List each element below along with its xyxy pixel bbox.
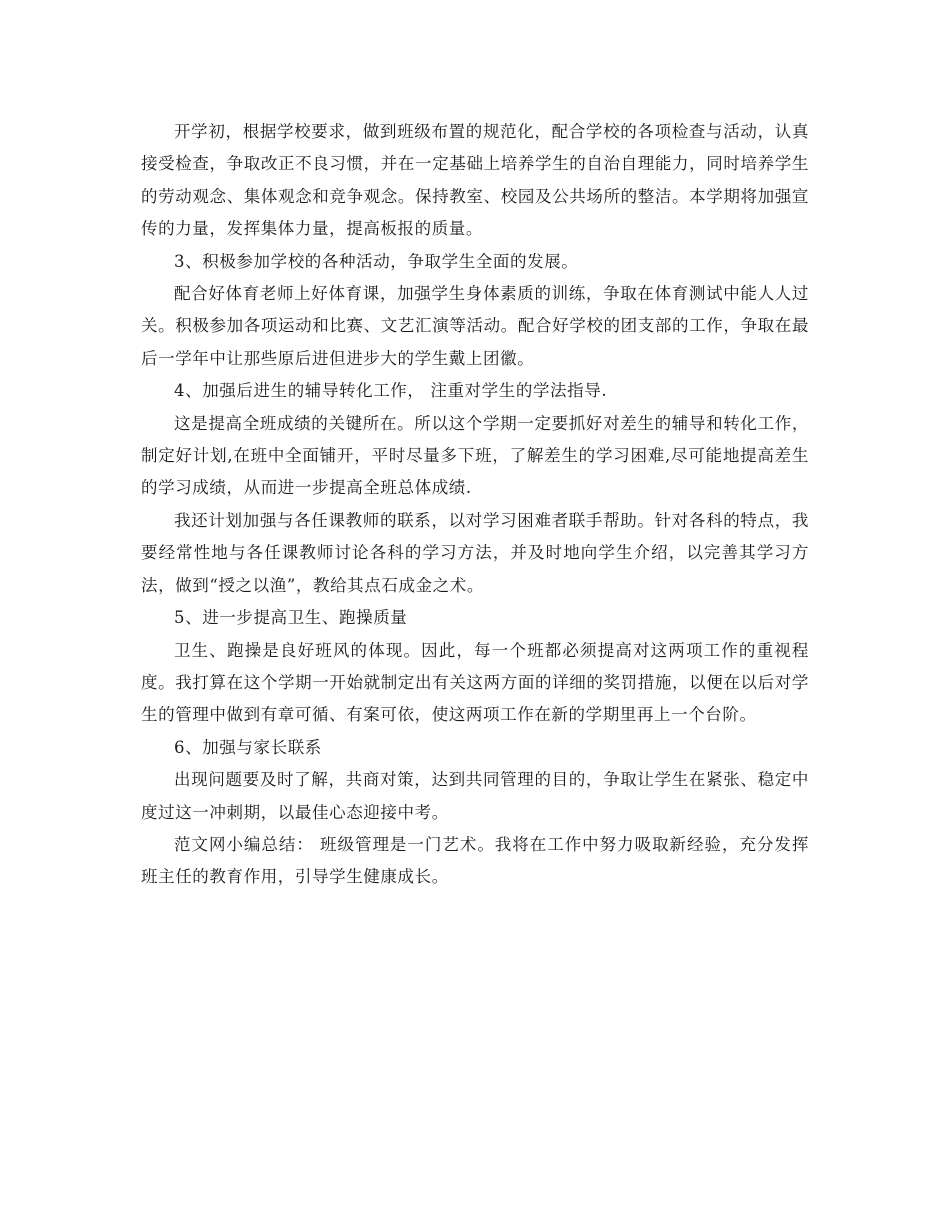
heading-hygiene-exercise: 5、进一步提高卫生、跑操质量 [174, 608, 408, 628]
paragraph-hygiene-measures: 卫生、跑操是良好班风的体现。因此，每一个班都必须提高对这两项工作的重视程度。我打算在这个学期一开始就制定出有关这两方面的详细的奖罚措施，以便在以后对学生的管理中做到有章可循、有案可依，使这两项工作在新的学期里再上一个台阶。 [141, 640, 809, 725]
paragraph-teacher-cooperation: 我还计划加强与各任课教师的联系，以对学习困难者联手帮助。针对各科的特点，我要经常性地与各任课教师讨论各科的学习方法，并及时地向学生介绍，以完善其学习方法，做到“授之以渔”，教给其点石成金之术。 [141, 510, 809, 595]
heading-struggling-students: 4、加强后进生的辅导转化工作， 注重对学生的学法指导. [174, 381, 608, 401]
heading-school-activities: 3、积极参加学校的各种活动，争取学生全面的发展。 [174, 251, 579, 271]
heading-parent-contact: 6、加强与家长联系 [174, 737, 322, 757]
paragraph-summary: 范文网小编总结： 班级管理是一门艺术。我将在工作中努力吸取新经验，充分发挥班主任的教育作用，引导学生健康成长。 [141, 834, 809, 887]
document-body [141, 116, 809, 894]
paragraph-parent-communication: 出现问题要及时了解，共商对策，达到共同管理的目的，争取让学生在紧张、稳定中度过这一冲刺期，以最佳心态迎接中考。 [141, 770, 809, 822]
paragraph-classroom-standards: 开学初，根据学校要求，做到班级布置的规范化，配合学校的各项检查与活动，认真接受检查，争取改正不良习惯，并在一定基础上培养学生的自治自理能力，同时培养学生的劳动观念、集体观念和竞争观念。保持教室、校园及公共场所的整洁。本学期将加强宣传的力量，发挥集体力量，提高板报的质量。 [141, 122, 809, 239]
paragraph-tutoring-plan: 这是提高全班成绩的关键所在。所以这个学期一定要抓好对差生的辅导和转化工作，制定好计划,在班中全面铺开，平时尽量多下班，了解差生的学习困难,尽可能地提高差生的学习成绩，从而进一步提高全班总体成绩. [141, 413, 809, 498]
paragraph-sports-activities: 配合好体育老师上好体育课，加强学生身体素质的训练，争取在体育测试中能人人过关。积极参加各项运动和比赛、文艺汇演等活动。配合好学校的团支部的工作，争取在最后一学年中让那些原后进但进步大的学生戴上团徽。 [141, 284, 809, 368]
